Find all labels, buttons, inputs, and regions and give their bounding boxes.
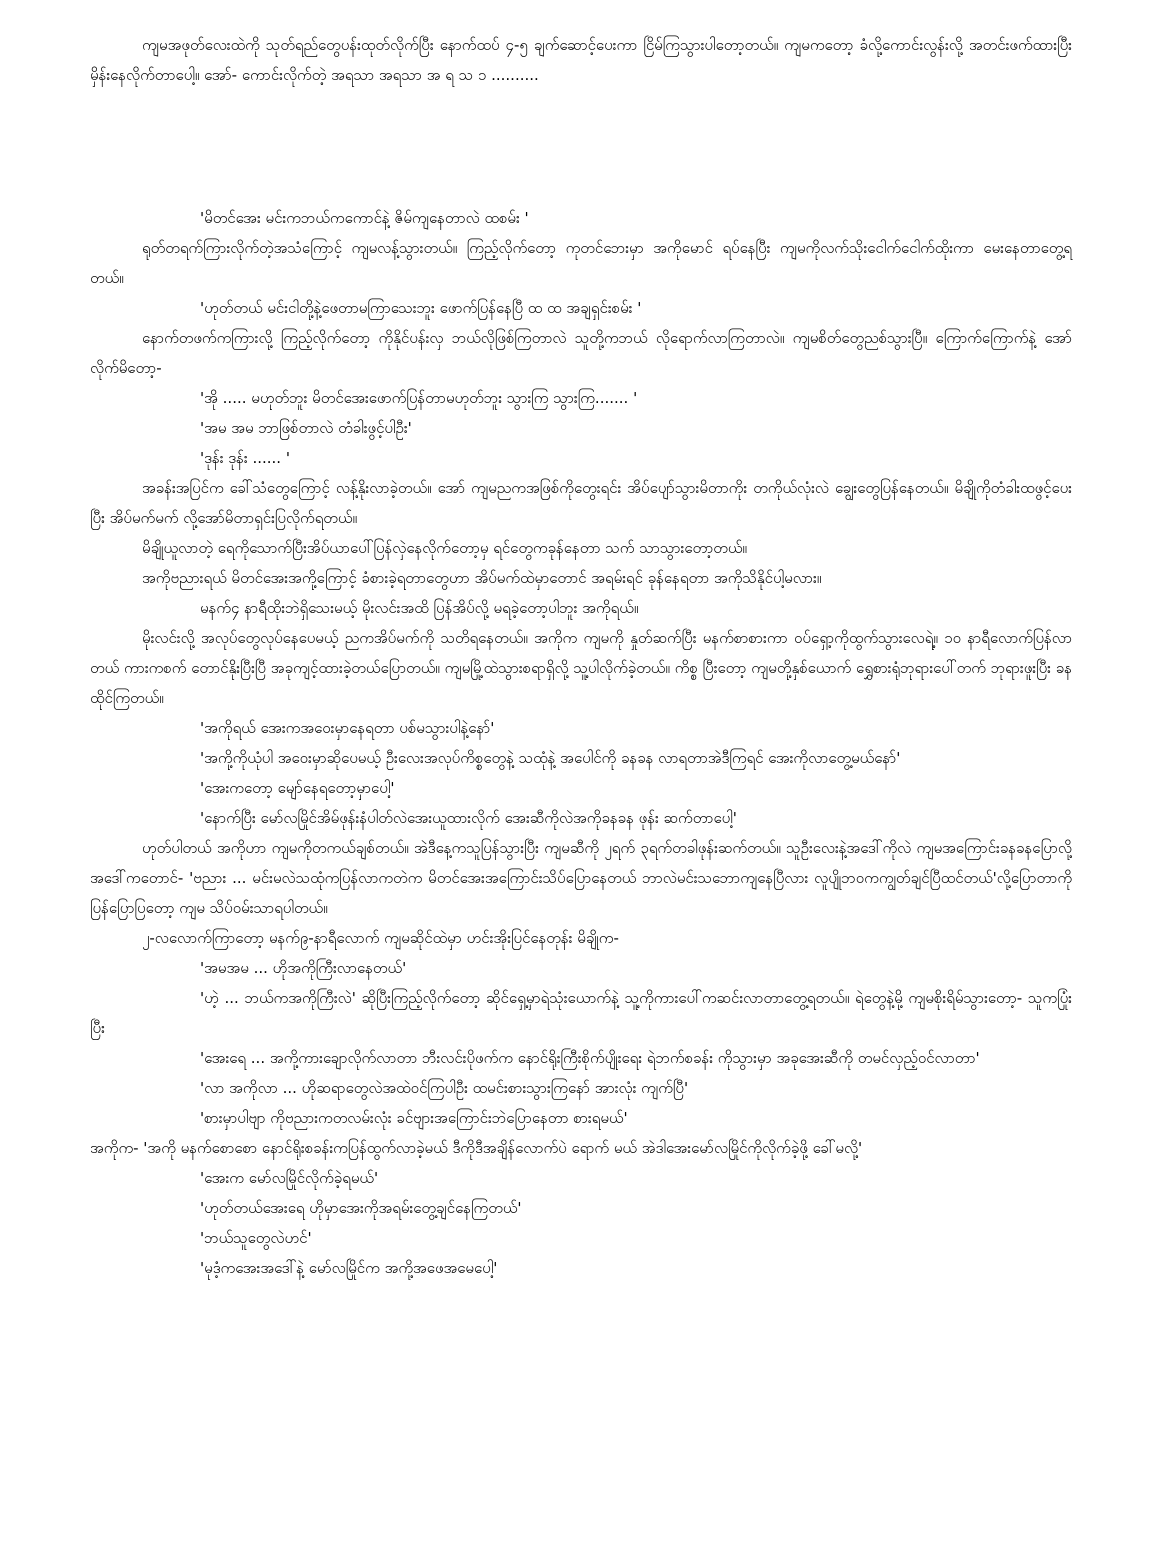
dialogue-line: 'လာ အကိုလာ ... ဟိုဆရာတွေလဲအထဲဝင်ကြပါဦး ထမင်းစားသွားကြနော် အားလုံး ကျက်ပြီ' (200, 1079, 689, 1097)
paragraph: ၂-လလောက်ကြာတော့ မနက်၉-နာရီလောက် ကျမဆိုင်ထဲမှာ ဟင်းအိုးပြင်နေတုန်း မိချိုက- (142, 929, 619, 947)
dialogue-line: 'အကို့ကိုယုံပါ အဝေးမှာဆိုပေမယ့် ဦးလေးအလုပ်ကိစ္စတွေနဲ့ သထုံနဲ့ အပေါင်ကို ခနခန လာရတာအဲဒီကြရင် အေးကိုလာတွေ့မယ်နော်' (200, 749, 901, 767)
paragraph: ရုတ်တရက်ကြားလိုက်တဲ့အသံကြောင့် ကျမလန့်သွားတယ်။ ကြည့်လိုက်တော့ ကုတင်ဘေးမှာ အကိုမောင် ရပ်နေပြီး ကျမကိုလက်သိုးငေါက်ငေါက်ထိုးကာ မေးနေတာတွေ့ရတယ်။ (90, 239, 1072, 287)
dialogue-line: 'စားမှာပါဗျာ ကိုဗညားကတလမ်းလုံး ခင်ဗျားအကြောင်းဘဲပြောနေတာ စားရမယ်' (200, 1109, 628, 1127)
paragraph: နောက်တဖက်ကကြားလို့ ကြည့်လိုက်တော့ ကိုနိုင်ပန်းလှ ဘယ်လိုဖြစ်ကြတာလဲ သူတို့ကဘယ် လိုရောက်လာကြတာလဲ။ ကျမစိတ်တွေညစ်သွားပြီ။ ကြောက်ကြောက်နဲ့ အော်လိုက်မိတော့- (90, 329, 1072, 377)
dialogue-line: 'မိတင်အေး မင်းကဘယ်ကကောင်နဲ့ ဇိမ်ကျနေတာလဲ ထစမ်း ' (200, 209, 529, 227)
paragraph: အကိုက- 'အကို မနက်စောစော နောင်ရိုးစခန်းကပြန်ထွက်လာခဲ့မယ် ဒီကိုဒီအချိန်လောက်ပဲ ရောက် မယ် အဲဒါအေးမော်လမြိုင်ကိုလိုက်ခဲ့ဖို့ ခေါ်မလို့' (90, 1139, 863, 1157)
dialogue-line: 'နောက်ပြီး မော်လမြိုင်အိမ်ဖုန်းနံပါတ်လဲအေးယူထားလိုက် အေးဆီကိုလဲအကိုခနခန ဖုန်း ဆက်တာပေါ့' (200, 809, 737, 827)
dialogue-line: 'အမအမ ... ဟိုအကိုကြီးလာနေတယ်' (200, 959, 407, 977)
dialogue-line: 'အမ အမ ဘာဖြစ်တာလဲ တံခါးဖွင့်ပါဦး' (200, 419, 412, 437)
paragraph: ကျမအဖုတ်လေးထဲကို သုတ်ရည်တွေပန်းထုတ်လိုက်ပြီး နောက်ထပ် ၄-၅ ချက်ဆောင့်ပေးကာ ငြိမ်ကြသွားပါတော့တယ်။ ကျမကတော့ ခံလို့ကောင်းလွန်းလို့ အတင်းဖက်ထားပြီးမှိန်းနေလိုက်တာပေါ့။ အော်- ကောင်းလိုက်တဲ့ အရသာ အရသာ အ ရ သ ၁ .......... (90, 36, 1072, 84)
paragraph: မိုးလင်းလို့ အလုပ်တွေလုပ်နေပေမယ့် ညကအိပ်မက်ကို သတိရနေတယ်။ အကိုက ကျမကို နှုတ်ဆက်ပြီး မနက်စာစားကာ ဝပ်ရှော့ကိုထွက်သွားလေရဲ့။ ၁၀ နာရီလောက်ပြန်လာတယ် ကားကစက် တောင်နိုးပြီးပြီ အခုကျင့်ထားခဲ့တယ်ပြောတယ်။ ကျမမြို့ထဲသွားစရာရှိလို့ သူ့ပါလိုက်ခဲ့တယ်။ ကိစ္စ ပြီးတော့ ကျမတို့နှစ်ယောက် ရွှေစားရုံဘုရားပေါ်တက် ဘုရားဖူးပြီး ခနထိုင်ကြတယ်။ (90, 629, 1072, 707)
dialogue-line: 'အေးရေ ... အကို့ကားချောလိုက်လာတာ ဘီးလင်းပိုဖက်က နောင်ရိုးကြီးစိုက်ပျိုးရေး ရဲဘက်စခန်း ကိုသွားမှာ အခုအေးဆီကို တမင်လှည့်ဝင်လာတာ' (200, 1049, 980, 1067)
dialogue-line: 'အေးက မော်လမြိုင်လိုက်ခဲ့ရမယ်' (200, 1169, 379, 1187)
document-body (90, 30, 1072, 1283)
paragraph: မနက်၄ နာရီထိုးဘဲရှိသေးမယ့် မိုးလင်းအထိ ပြန်အိပ်လို့ မရခဲ့တော့ပါဘူး အကိုရယ်။ (200, 599, 639, 617)
paragraph: အခန်းအပြင်က ခေါ်သံတွေကြောင့် လန့်နိုးလာခဲ့တယ်။ အော် ကျမညကအဖြစ်ကိုတွေးရင်း အိပ်ပျော်သွားမိတာကိုး တကိုယ်လုံးလဲ ချွေးတွေပြန်နေတယ်။ မိချိုကိုတံခါးထဖွင့်ပေးပြီး အိပ်မက်မက် လို့အော်မိတာရှင်းပြလိုက်ရတယ်။ (90, 479, 1072, 527)
dialogue-line: 'ဟဲ့ ... ဘယ်ကအကိုကြီးလဲ' ဆိုပြီးကြည့်လိုက်တော့ ဆိုင်ရှေ့မှာရဲသုံးယောက်နဲ့ သူ့ကိုကားပေါ်ကဆင်းလာတာတွေ့ရတယ်။ ရဲတွေနဲ့မို့ ကျမစိုးရိမ်သွားတော့- သူကပြုံးပြီး (90, 989, 1072, 1037)
paragraph: ဟုတ်ပါတယ် အကိုဟာ ကျမကိုတကယ်ချစ်တယ်။ အဲဒီနေ့ကသူပြန်သွားပြီး ကျမဆီကို ၂ရက် ၃ရက်တခါဖုန်းဆက်တယ်။ သူဦးလေးနဲ့အဒေါ်ကိုလဲ ကျမအကြောင်းခနခနပြောလို့ အဒေါ်ကတောင်- 'ဗညား ... မင်းမလဲသထုံကပြန်လာကတဲက မိတင်အေးအကြောင်းသိပ်ပြောနေတယ် ဘာလဲမင်းသဘောကျနေပြီလား လူပျိုဘဝကကျွတ်ချင်ပြီထင်တယ်'လို့ပြောတာကိုပြန်ပြောပြတော့ ကျမ သိပ်ဝမ်းသာရပါတယ်။ (90, 839, 1072, 917)
dialogue-line: 'မုဒံ့ကအေးအဒေါ်နဲ့ မော်လမြိုင်က အကို့အဖေအမေပေါ့' (200, 1259, 498, 1277)
dialogue-line: 'ဘယ်သူတွေလဲဟင်' (200, 1229, 312, 1247)
paragraph: မိချိုယူလာတဲ့ ရေကိုသောက်ပြီးအိပ်ယာပေါ်ပြန်လှဲနေလိုက်တော့မှ ရင်တွေကခုန်နေတာ သက် သာသွားတော့တယ်။ (142, 539, 747, 557)
dialogue-line: 'ဒုန်း ဒုန်း ...... ' (200, 449, 290, 467)
dialogue-line: 'အေးကတော့ မျော်နေရတော့မှာပေါ့' (200, 779, 395, 797)
dialogue-line: 'ဟုတ်တယ် မင်းငါတို့နဲ့ဖေတာမကြာသေးဘူး ဖောက်ပြန်နေပြီ ထ ထ အချရှင်းစမ်း ' (200, 299, 642, 317)
paragraph: အကိုဗညားရယ် မိတင်အေးအကို့ကြောင့် ခံစားခဲ့ရတာတွေဟာ အိပ်မက်ထဲမှာတောင် အရမ်းရင် ခုန်နေရတာ အကိုသိနိုင်ပါ့မလား။ (142, 569, 822, 587)
blank-space (90, 90, 1072, 203)
dialogue-line: 'ဟုတ်တယ်အေးရေ ဟိုမှာအေးကိုအရမ်းတွေ့ချင်နေကြတယ်' (200, 1199, 522, 1217)
dialogue-line: 'အို ..... မဟုတ်ဘူး မိတင်အေးဖောက်ပြန်တာမဟုတ်ဘူး သွားကြ သွားကြ....... ' (200, 389, 638, 407)
dialogue-line: 'အကိုရယ် အေးကအဝေးမှာနေရတာ ပစ်မသွားပါနဲ့နော်' (200, 719, 495, 737)
